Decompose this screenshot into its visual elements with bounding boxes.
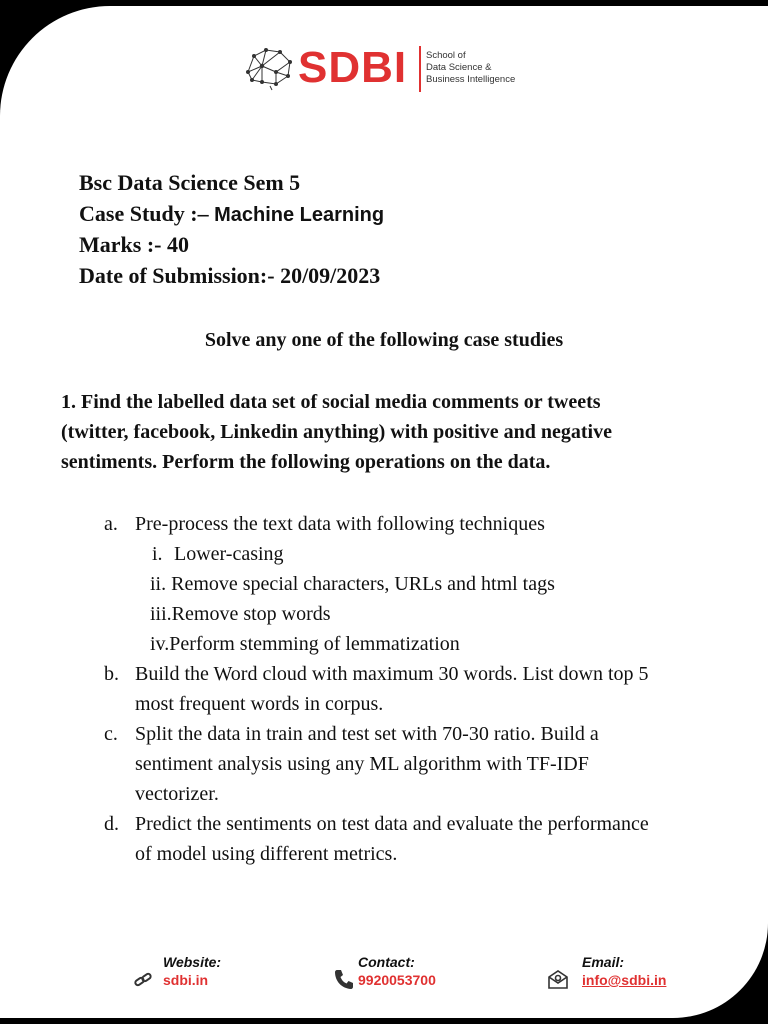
item-marker: ii.: [150, 573, 167, 595]
logo-subtitle-line: School of: [426, 50, 466, 61]
sdbi-logo: [240, 38, 540, 100]
question-text: 1. Find the labelled data set of social media comments or tweets (twitter, facebook, Linkedin anything) with positive and negative sentiments. Perform the following operations on the data.: [61, 391, 612, 473]
marks-line: Marks :- 40: [79, 232, 189, 257]
item-marker: iii.: [150, 603, 172, 625]
sub-task-list: [0, 509, 768, 869]
email-label: Email:: [582, 954, 625, 970]
item-text: Predict the sentiments on test data and evaluate the performance of model using different metrics.: [135, 813, 649, 865]
list-item: [0, 659, 655, 719]
item-text: Lower-casing: [174, 543, 284, 565]
logo-subtitle: [426, 50, 515, 86]
case-study-topic: Machine Learning: [214, 203, 385, 226]
logo-subtitle-line: Business Intelligence: [426, 74, 516, 85]
item-marker: iv.: [150, 633, 170, 655]
item-marker: a.: [104, 513, 118, 535]
list-item: [0, 599, 768, 629]
brain-network-icon: [240, 42, 296, 92]
logo-subtitle-line: Data Science &: [426, 62, 492, 73]
instruction-heading: Solve any one of the following case studies: [204, 329, 564, 351]
list-item: [0, 629, 768, 659]
link-icon: [133, 971, 153, 989]
item-text: Remove stop words: [171, 603, 331, 625]
contact-footer: [0, 954, 768, 1004]
website-block: [163, 954, 221, 988]
item-marker: c.: [104, 723, 118, 745]
list-item: [0, 569, 768, 599]
item-text: Remove special characters, URLs and html tags: [171, 573, 555, 595]
assignment-meta: [79, 168, 384, 291]
item-text: Pre-process the text data with following techniques: [135, 513, 545, 535]
item-marker: b.: [104, 663, 119, 685]
case-study-line: [79, 199, 384, 231]
website-link[interactable]: sdbi.in: [163, 972, 209, 988]
list-item: [0, 809, 655, 869]
list-item: [0, 509, 655, 539]
contact-block: [358, 954, 436, 988]
list-item: [0, 719, 655, 809]
course-title: Bsc Data Science Sem 5: [79, 170, 301, 195]
logo-wordmark: SDBI: [298, 43, 408, 92]
contact-label: Contact:: [358, 954, 415, 970]
website-label: Website:: [163, 954, 222, 970]
item-text: Perform stemming of lemmatization: [169, 633, 460, 655]
email-block: [582, 954, 666, 988]
item-text: Build the Word cloud with maximum 30 words. List down top 5 most frequent words in corpus.: [135, 663, 649, 715]
document-page: [0, 6, 768, 1018]
phone-icon: [333, 968, 355, 990]
contact-phone[interactable]: 9920053700: [358, 972, 436, 988]
logo-divider: [419, 46, 421, 92]
submission-date: Date of Submission:- 20/09/2023: [79, 262, 381, 288]
item-text: Split the data in train and test set with 70-30 ratio. Build a sentiment analysis using any ML algorithm with TF-IDF vectorizer.: [135, 723, 599, 805]
mail-icon: [547, 968, 569, 990]
item-marker: d.: [104, 813, 119, 835]
case-study-prefix: Case Study :–: [79, 200, 215, 226]
list-item: [0, 539, 768, 569]
item-marker: i.: [152, 543, 163, 565]
email-link[interactable]: info@sdbi.in: [582, 972, 667, 988]
